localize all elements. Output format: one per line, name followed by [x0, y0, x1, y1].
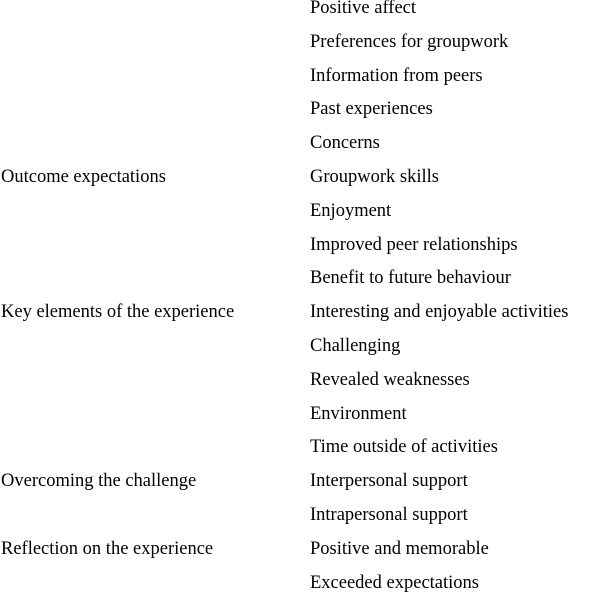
subtheme-cell: Challenging [310, 335, 401, 356]
subtheme-cell: Enjoyment [310, 200, 392, 221]
subtheme-cell: Groupwork skills [310, 166, 439, 187]
subtheme-cell: Time outside of activities [310, 437, 498, 458]
table-row [0, 234, 600, 268]
subtheme-cell: Concerns [310, 133, 380, 154]
table-row [0, 369, 600, 403]
subtheme-cell: Positive and memorable [310, 538, 489, 559]
subtheme-cell: Interesting and enjoyable activities [310, 302, 569, 323]
subtheme-cell: Intrapersonal support [310, 504, 468, 525]
table-row [0, 0, 600, 31]
theme-cell: Reflection on the experience [1, 538, 214, 559]
subtheme-cell: Exceeded expectations [310, 572, 479, 593]
table-row [0, 65, 600, 99]
subtheme-cell: Preferences for groupwork [310, 31, 509, 52]
subtheme-cell: Interpersonal support [310, 471, 468, 492]
subtheme-cell: Environment [310, 403, 407, 424]
table-row [0, 166, 600, 200]
table-row [0, 436, 600, 470]
table-row [0, 267, 600, 301]
theme-cell: Key elements of the experience [1, 302, 235, 323]
subtheme-cell: Revealed weaknesses [310, 369, 470, 390]
table-row [0, 31, 600, 65]
table-row [0, 335, 600, 369]
table-row [0, 538, 600, 572]
theme-cell: Overcoming the challenge [1, 471, 197, 492]
table-row [0, 200, 600, 234]
table-row [0, 504, 600, 538]
table-row [0, 132, 600, 166]
subtheme-cell: Past experiences [310, 99, 433, 120]
table-row [0, 301, 600, 335]
subtheme-cell: Improved peer relationships [310, 234, 518, 255]
subtheme-cell: Benefit to future behaviour [310, 268, 511, 289]
table-row [0, 470, 600, 504]
subtheme-cell: Information from peers [310, 65, 483, 86]
theme-cell: Outcome expectations [1, 166, 166, 187]
table-row [0, 403, 600, 437]
table-row [0, 98, 600, 132]
subtheme-cell: Positive affect [310, 0, 417, 18]
